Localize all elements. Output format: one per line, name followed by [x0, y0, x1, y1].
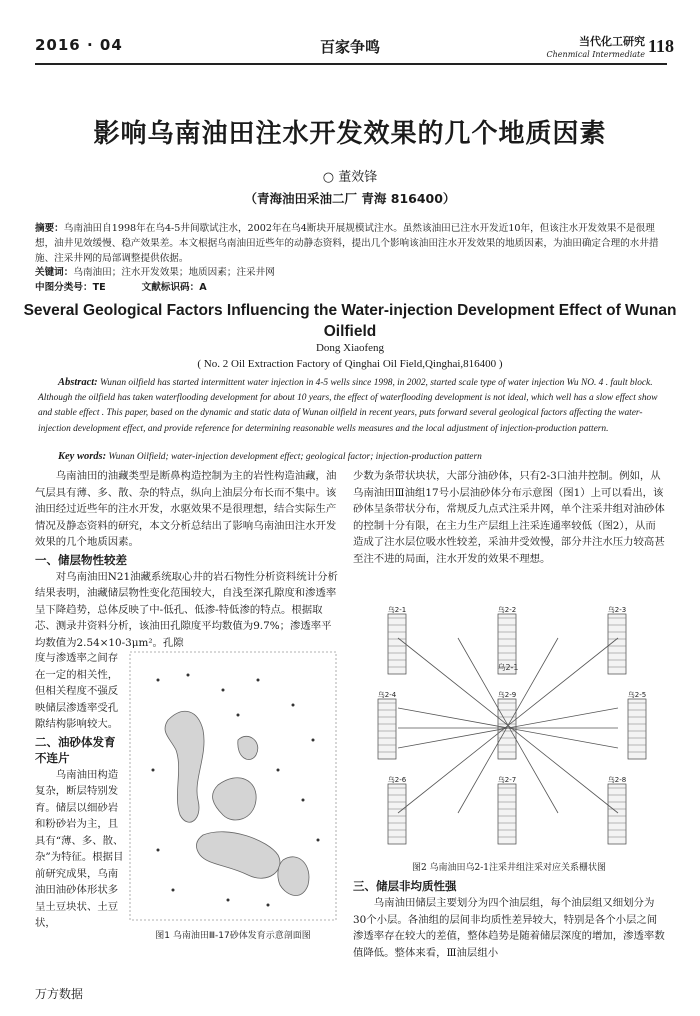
keywords-cn-label: 关键词： — [35, 267, 74, 278]
figure-2-caption: 图2 乌南油田乌2-1注采井组注采对应关系栅状图 — [411, 863, 607, 873]
header-rule — [35, 63, 667, 65]
keywords-en — [38, 451, 664, 462]
fence-well — [608, 605, 626, 674]
section1-paragraph-b: 度与渗透率之间存在一定的相关性，但相关程度不强反映储层渗透率受孔隙结构影响较大。 — [35, 652, 119, 730]
sand-body-shapes — [165, 711, 309, 895]
right-column-top — [353, 468, 665, 567]
intro-paragraph: 乌南油田的油藏类型是断鼻构造控制为主的岩性构造油藏，油气层具有薄、多、散、杂的特点，纵向上油层分布长而不集中。该油田经过近些年的注水开发，水驱效果不是很理想，结合实际生产情况及静态资料的研究，本文分析总结出了影响乌南油田注水开发效果的几个地质因素。 — [35, 470, 337, 548]
doc-code-value: A — [199, 282, 207, 293]
figure-1 — [128, 650, 338, 945]
abstract-cn-label: 摘要： — [35, 223, 64, 234]
fence-well-label: 乌2-9 — [497, 691, 517, 699]
journal-name — [520, 33, 645, 59]
abstract-en-label: Abstract: — [58, 377, 98, 388]
footer-watermark: 万方数据 — [35, 987, 84, 1001]
right-column-bottom — [353, 877, 665, 961]
keywords-cn — [35, 265, 667, 280]
figure-2 — [358, 598, 663, 860]
affiliation-cn: （青海油田采油二厂 青海 816400） — [244, 191, 456, 206]
abstract-cn — [35, 221, 667, 266]
section-heading-2a: 二、油砂体发育 — [35, 734, 116, 749]
fence-well-label: 乌2-1 — [387, 606, 407, 614]
section3-paragraph: 乌南油田储层主要划分为四个油层组，每个油层组又细划分为30个小层。各油组的层间非均质性差异较大，特别是各个小层之间渗透率存在较大的差值，整体趋势是随着储层深度的增加，渗透率数值降低。整体来看，Ⅲ油层组小 — [353, 897, 665, 959]
fence-well-label: 乌2-3 — [607, 606, 627, 614]
fence-well — [628, 690, 646, 759]
fence-well-label: 乌2-6 — [387, 776, 407, 784]
section-heading-2b: 不连片 — [35, 750, 70, 765]
section1-paragraph-a: 对乌南油田N21油藏系统取心井的岩石物性分析资料统计分析结果表明，油藏储层物性变化范围较大，自浅至深孔隙度和渗透率呈下降趋势，总体反映了中-低孔、低渗-特低渗的特点。根据取芯、测录井资料分析，该油田孔隙度平均数值为9.7%；渗透率平均数值为2.54×10-3μm²。孔隙 — [35, 570, 338, 649]
fence-well — [378, 690, 397, 759]
author-en: Dong Xiaofeng — [315, 342, 385, 354]
fence-well — [388, 605, 406, 674]
journal-name-cn: 当代化工研究 — [579, 35, 645, 48]
fig2-center-label: 乌2-1 — [497, 663, 519, 672]
fence-well-label: 乌2-7 — [497, 776, 517, 784]
page-number: 118 — [648, 36, 675, 56]
section2-paragraph: 乌南油田构造复杂，断层特别发育。储层以细砂岩和粉砂岩为主，且具有“薄、多、散、杂”为特征。根据目前研究成果，乌南油田油砂体形状多呈土豆块状、土豆状， — [35, 768, 124, 929]
fence-well — [498, 775, 516, 844]
left-narrow-column — [35, 650, 124, 932]
class-value: TE — [92, 282, 106, 293]
fence-wells — [378, 605, 646, 844]
fence-well-label: 乌2-5 — [627, 691, 647, 699]
fence-well — [388, 775, 407, 844]
section-heading-1: 一、储层物性较差 — [35, 552, 127, 567]
class-label: 中图分类号： — [35, 282, 93, 293]
fence-well-label: 乌2-2 — [497, 606, 517, 614]
author-cn: ○ 董效锋 — [322, 170, 378, 185]
title-cn: 影响乌南油田注水开发效果的几个地质因素 — [93, 119, 607, 149]
fence-well-label: 乌2-4 — [377, 691, 397, 699]
fence-well — [608, 775, 626, 844]
left-column — [35, 468, 338, 651]
fence-well-label: 乌2-8 — [607, 776, 627, 784]
keywords-cn-text: 乌南油田；注水开发效果；地质因素；注采井网 — [73, 267, 275, 278]
journal-name-en: Chenmical Intermediate — [546, 50, 645, 59]
section-heading-2 — [35, 734, 124, 766]
abstract-cn-text: 乌南油田自1998年在乌4-5井间歇试注水，2002年在乌4断块开展规模试注水。虽然该油田已注水开发近10年，但该注水开发效果不是很理想，油井见效缓慢、稳产效果差。本文根据乌南油田近些年的动静态资料，提出几个影响该油田注水开发效果的地质因素，为油田确定合理的水井措施、注采井网的局部调整提供依据。 — [35, 223, 659, 264]
doc-code-label: 文献标识码： — [141, 282, 200, 293]
section-label: 百家争鸣 — [319, 38, 380, 56]
right-paragraph-1: 少数为条带状块状，大部分油砂体，只有2-3口油井控制。例如，从乌南油田Ⅲ油组17号小层油砂体分布示意图（图1）上可以看出，该砂体呈条带状分布，常规反九点式注采井网，单个注采井组对油砂体的控制十分有限，在主力生产层组上注采连通率较低（图2），从而造成了注水层位吸水性较差，采油井受效慢，部分井注水压力较高甚至注不进的局面，注水开发的效果不理想。 — [353, 470, 665, 565]
title-en: Several Geological Factors Influencing the Water-injection Development Effect of Wunan Oilfield — [23, 302, 677, 340]
issue-label: 2016 · 04 — [35, 36, 123, 54]
abstract-en — [38, 376, 664, 437]
keywords-en-text: Wunan Oilfield; water-injection development effect; geological factor; injection-production pattern — [108, 452, 482, 462]
affiliation-en: ( No. 2 Oil Extraction Factory of Qinghai Oil Field,Qinghai,816400 ) — [197, 358, 503, 370]
figure-1-caption: 图1 乌南油田Ⅲ-17砂体发育示意剖面图 — [155, 931, 311, 941]
keywords-en-label: Key words: — [58, 451, 107, 462]
classification — [35, 280, 667, 295]
abstract-en-text: Wunan oilfield has started intermittent water injection in 4-5 wells since 1998, in 2002, started scale type of water injection Wu NO. 4 . fault block. Although the oilfield has taken waterflooding development for about 10 years, the effect of waterflooding development is not ideal, which well has a slow effect show and stable effect . This paper, based on the dynamic and static data of Wunan oilfield in recent years, puts forward several geological factors affecting the water-injection development effect, and provide reference for determining reasonable wells measures and the local adjustment of injection-production pattern. — [38, 378, 658, 434]
section-heading-3: 三、储层非均质性强 — [353, 879, 457, 893]
